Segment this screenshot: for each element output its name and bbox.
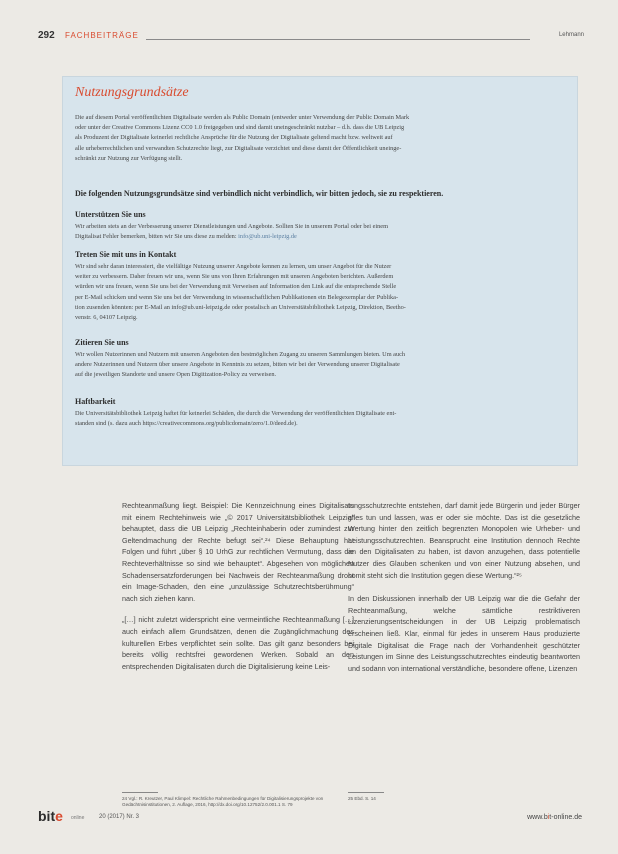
intro-line: schränkt zur Nutzung zur Verfügung stellt.	[75, 154, 183, 162]
body-paragraph: tungsschutzrechte entstehen, darf damit jede Bürgerin und jeder Bürger alles tun und lassen, was er oder sie möchte. Das ist die gesetzliche Wertung hinter den zeitlich begrenzten Monopolen wie Urheber- und Leistungsschutzrechten. Beansprucht eine Institution dennoch Rechte an den Digitalisaten zu haben, ist davon anzugehen, dass potentielle Nutzer dies Glauben schenken und von einer Nutzung absehen, und somit steht sich die Institution gegen diese Wertung.“²⁵	[348, 501, 580, 580]
section-line: auf die jeweiligen Standorte und unsere Open Digitization-Policy zu verweisen.	[75, 371, 277, 379]
usage-principles-box	[62, 76, 578, 466]
intro-line: oder unter der Creative Commons Lizenz CC0 1.0 freigegeben und sind damit uneingeschränkt nutzbar – d.h. dass die UB Leipzig	[75, 124, 405, 132]
section-line: standen sind (s. dazu auch https://creativecommons.org/publicdomain/zero/1.0/deed.de).	[75, 420, 298, 428]
section-heading: Unterstützen Sie uns	[75, 210, 146, 219]
intro-line: als Produzent der Digitalisate keinerlei rechtliche Ansprüche für die Nutzung der Digitalisate geltend macht bzw. weltweit auf	[75, 134, 393, 142]
footnote-rule	[122, 792, 158, 793]
section-heading: Treten Sie mit uns in Kontakt	[75, 250, 177, 259]
footnote: 24 Vgl.: R. Kreutzer, Paul Klimpel: Rechtliche Rahmenbedingungen für Digitalisierungsprojekte von Gedächtnisinstitutionen, 2. Auflage, 2016, http://dx.doi.org/10.12752/2.0.001.1 S. 79	[122, 796, 324, 808]
section-text	[75, 350, 565, 381]
section-line: würden wir uns freuen, wenn Sie uns bei der Verwendung mit Verweisen auf Information den Link auf die entsprechende Stelle	[75, 283, 397, 291]
issue-info: 20 (2017) Nr. 3	[99, 814, 140, 820]
section-line: Wir arbeiten stets an der Verbesserung unserer Dienstleistungen und Angebote. Sollten Sie in unserem Portal oder bei einem	[75, 223, 388, 230]
section-line: Wir wollen Nutzerinnen und Nutzern mit unseren Angeboten den bestmöglichen Zugang zu unseren Sammlungen bieten. Um auch	[75, 351, 406, 358]
bit-online-logo: bite	[38, 808, 63, 824]
body-paragraph: Rechteanmaßung liegt. Beispiel: Die Kennzeichnung eines Digitalisats mit einem Rechtehinweis wie „© 2017 Universitätsbibliothek Leipzig“ behauptet, dass die UB Leipzig „Rechteinhaberin oder zumindest zur Geltendmachung der Rechte befugt sei“.²⁴ Diese Behauptung hat Folgen und führt „über § 10 UrhG zur rechtlichen Vermutung, dass die Rechteverhältnisse so sind wie behauptet“. Abgesehen von möglichen Schadensersatzforderungen bei Nachweis der Rechteanmaßung droht ein Image-Schaden, den eine „unzulässige Schutzrechtsberühmung“ nach sich ziehen kann.	[122, 501, 354, 603]
section-text	[75, 409, 565, 429]
page-number: 292	[38, 30, 55, 41]
footnote: 25 Ebd. S. 14	[348, 796, 376, 801]
block-quote: „[…] nicht zuletzt widerspricht eine vermeintliche Rechteanmaßung […] auch einfach allem Grundsätzen, denen die Zugänglichmachung des kulturellen Erbes verpflichtet sein sollte. Das gilt ganz besonders bei bereits völlig rechtsfrei gewordenen Werken. Sobald an den entsprechenden Digitalisaten durch die Digitalisierung keine Leis-	[122, 615, 354, 671]
section-line: weiter zu verbessern. Daher freuen wir uns, wenn Sie uns von Ihren Erfahrungen mit unseren Angeboten berichten. Außerdem	[75, 273, 394, 281]
footer-url[interactable]: www.bit-online.de	[527, 814, 582, 821]
right-column	[348, 500, 580, 674]
section-heading: Haftbarkeit	[75, 397, 116, 406]
section-line: Wir sind sehr daran interessiert, die vielfältige Nutzung unserer Angebote kennen zu lernen, um unser Angebot für die Nutzer	[75, 263, 392, 270]
header-rule	[146, 39, 530, 40]
box-title: Nutzungsgrundsätze	[75, 85, 189, 100]
logo-subtitle: online	[71, 815, 85, 821]
section-line: andere Nutzerinnen und Nutzern über unsere Angebote in Kenntnis zu setzen, bitten wir bei der Verwendung unserer Digitalisate	[75, 361, 400, 369]
footnote-rule	[348, 792, 384, 793]
section-text	[75, 222, 565, 242]
contact-link[interactable]: info@ub.uni-leipzig.de	[238, 233, 297, 241]
intro-line: Die auf diesem Portal veröffentlichten Digitalisate werden als Public Domain (entweder unter Verwendung der Public Domain Mark	[75, 114, 410, 121]
section-line: tion zusenden könnten: per E-Mail an info@ub.uni-leipzig.de oder postalisch an Universitätsbibliothek Leipzig, Direktion, Beetho-	[75, 303, 406, 311]
section-line: Digitalisat Fehler bemerken, bitten wir Sie uns diese zu melden:	[75, 233, 237, 241]
body-paragraph: In den Diskussionen innerhalb der UB Leipzig war die die Gefahr der Rechteanmaßung, welche sämtliche restriktiveren Lizenzierungsentscheidungen in der UB Leipzig problematisch erscheinen ließ. Klar, einmal für jedes in unserem Haus produzierte Digitale Digitalisat die Frage nach der Vorhandenheit geschützter Leistungen im Sinne des Leistungsschutzrechtes eindeutig beantworten und sodann von international verständliche, besondere offene, Lizenzen	[348, 594, 580, 673]
section-text	[75, 262, 565, 323]
intro-line: alle urheberrechtlichen und verwandten Schutzrechte liegt, zur Digitalisate verzichtet und diese damit der Öffentlichkeit uneinge-	[75, 144, 402, 152]
running-header	[38, 30, 584, 44]
section-line: per E-Mail schicken und wenn Sie uns bei der Verwendung in wissenschaftlichen Publikationen ein Belegexemplar der Publika-	[75, 293, 399, 301]
header-keyword: Lehmann	[558, 32, 584, 38]
box-lead: Die folgenden Nutzungsgrundsätze sind verbindlich nicht verbindlich, wir bitten jedoch, sie zu respektieren.	[75, 189, 444, 198]
section-label: FACHBEITRÄGE	[65, 31, 139, 40]
left-column	[122, 500, 354, 672]
box-intro	[75, 113, 565, 164]
section-heading: Zitieren Sie uns	[75, 338, 129, 347]
section-line: venstr. 6, 04107 Leipzig.	[75, 314, 138, 322]
section-line: Die Universitätsbibliothek Leipzig haftet für keinerlei Schäden, die durch die Verwendung der veröffentlichten Digitalisate ent-	[75, 410, 397, 417]
